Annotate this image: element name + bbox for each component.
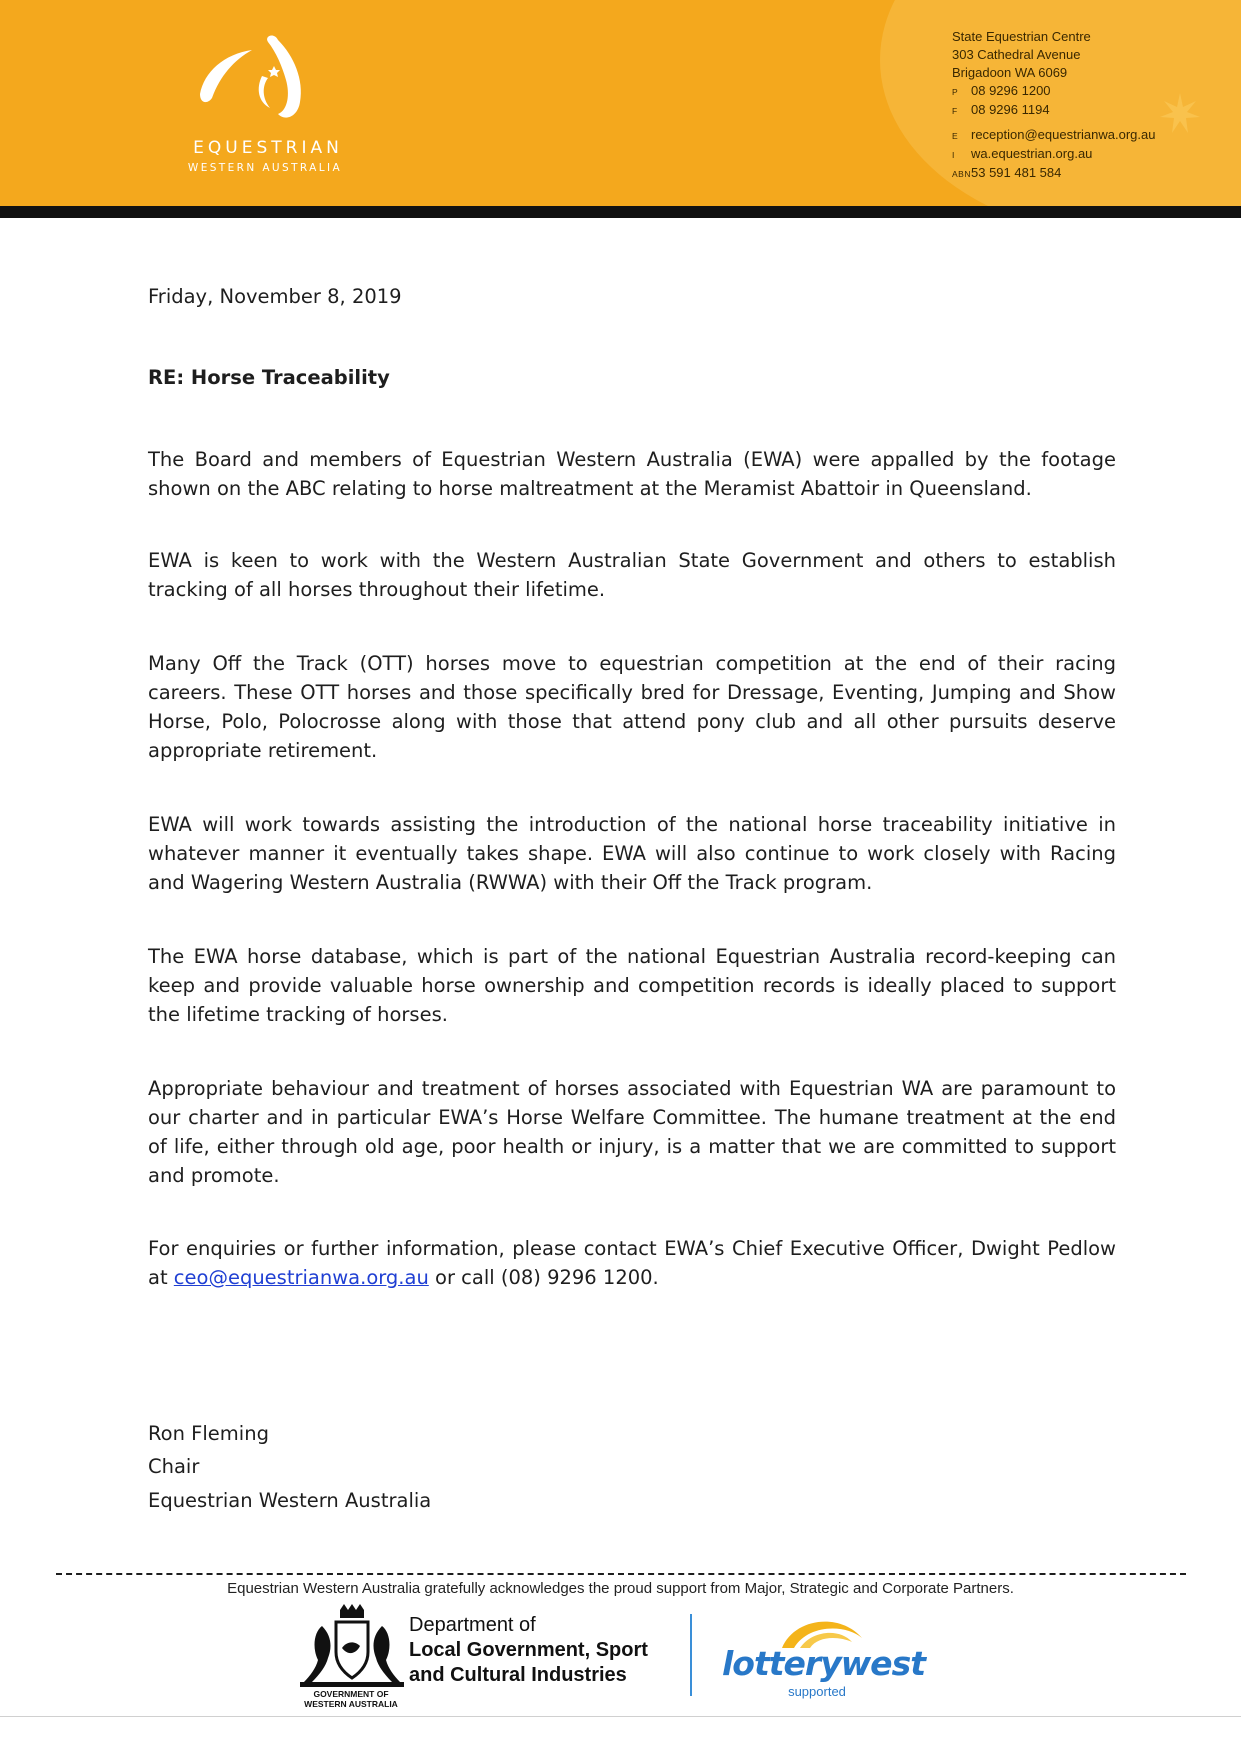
enquiry-paragraph bbox=[148, 1234, 1116, 1292]
contact-suburb: Brigadoon WA 6069 bbox=[952, 65, 1068, 80]
footer-rule bbox=[56, 1573, 1186, 1575]
ceo-email-link[interactable]: ceo@equestrianwa.org.au bbox=[173, 1266, 429, 1289]
page-bottom-rule bbox=[0, 1716, 1241, 1717]
partner-divider bbox=[690, 1614, 692, 1696]
department-name bbox=[409, 1613, 709, 1688]
paragraph-3: Many Off the Track (OTT) horses move to equestrian competition at the end of their racing careers. These OTT horses and those specifically bred for Dressage, Eventing, Jumping and Show Horse, Polo, Polocrosse along with those that attend pony club and all other pursuits deserve appropriate retirement. bbox=[148, 652, 1116, 762]
contact-abn-row bbox=[952, 164, 1232, 183]
banner-underline bbox=[0, 206, 1241, 218]
paragraph-2: EWA is keen to work with the Western Australian State Government and others to establish tracking of all horses throughout their lifetime. bbox=[148, 549, 1116, 601]
gov-label-line2: WESTERN AUSTRALIA bbox=[304, 1699, 398, 1709]
contact-street: 303 Cathedral Avenue bbox=[952, 47, 1081, 62]
partner-acknowledgement: Equestrian Western Australia gratefully acknowledges the proud support from Major, Strategic and Corporate Partners. bbox=[227, 1580, 1014, 1597]
letter-date: Friday, November 8, 2019 bbox=[148, 285, 402, 308]
contact-email[interactable]: reception@equestrianwa.org.au bbox=[971, 127, 1156, 142]
abn-prefix: ABN bbox=[952, 169, 971, 179]
signatory-name: Ron Fleming bbox=[148, 1422, 269, 1445]
lotterywest-sunrise-icon bbox=[722, 1608, 912, 1648]
contact-web[interactable]: wa.equestrian.org.au bbox=[971, 146, 1093, 161]
lotterywest-name: lotterywest bbox=[722, 1644, 925, 1683]
paragraph-4: EWA will work towards assisting the introduction of the national horse traceability initiative in whatever manner it eventually takes shape. EWA will also continue to work closely with Racing and Wagering Western Australia (RWWA) with their Off the Track program. bbox=[148, 813, 1116, 894]
paragraph-5: The EWA horse database, which is part of the national Equestrian Australia record-keeping can keep and provide valuable horse ownership and competition records is ideally placed to support the lifetime tracking of horses. bbox=[148, 945, 1116, 1026]
lotterywest-logo bbox=[722, 1608, 925, 1708]
dept-line2: Local Government, Sport bbox=[409, 1639, 648, 1661]
paragraph-6: Appropriate behaviour and treatment of horses associated with Equestrian WA are paramount to our charter and in particular EWA’s Horse Welfare Committee. The humane treatment at the end of life, either through old age, poor health or injury, is a matter that we are committed to support and promote. bbox=[148, 1077, 1116, 1187]
signatory-title: Chair bbox=[148, 1455, 200, 1478]
phone-prefix: P bbox=[952, 87, 959, 97]
horse-head-logo-icon bbox=[190, 32, 330, 132]
email-prefix: E bbox=[952, 131, 959, 141]
enquiry-phone-text: or call (08) 9296 1200. bbox=[428, 1266, 659, 1289]
dept-line1: Department of bbox=[409, 1614, 536, 1636]
fax-prefix: F bbox=[952, 106, 958, 116]
ewa-logo bbox=[166, 32, 356, 182]
signatory-organisation: Equestrian Western Australia bbox=[148, 1489, 432, 1512]
contact-web-row bbox=[952, 145, 1232, 164]
contact-phone: 08 9296 1200 bbox=[971, 83, 1051, 98]
paragraph-1: The Board and members of Equestrian Western Australia (EWA) were appalled by the footage shown on the ABC relating to horse maltreatment at the Meramist Abattoir in Queensland. bbox=[148, 448, 1116, 500]
org-region: WESTERN AUSTRALIA bbox=[187, 162, 343, 174]
letter-subject: RE: Horse Traceability bbox=[148, 366, 390, 389]
contact-fax: 08 9296 1194 bbox=[971, 102, 1050, 117]
web-prefix: I bbox=[952, 150, 955, 160]
contact-abn: 53 591 481 584 bbox=[971, 165, 1062, 180]
gov-label-line1: GOVERNMENT OF bbox=[313, 1689, 389, 1699]
gov-label bbox=[284, 1689, 418, 1709]
lotterywest-tagline: supported bbox=[788, 1684, 846, 1699]
southern-star-icon bbox=[1160, 93, 1200, 133]
dept-line3: and Cultural Industries bbox=[409, 1664, 627, 1686]
enquiry-text: For enquiries or further information, please contact EWA’s Chief Executive Officer, Dwight Pedlow at bbox=[148, 1237, 1116, 1289]
contact-venue: State Equestrian Centre bbox=[952, 29, 1091, 44]
org-name: EQUESTRIAN bbox=[193, 138, 343, 158]
